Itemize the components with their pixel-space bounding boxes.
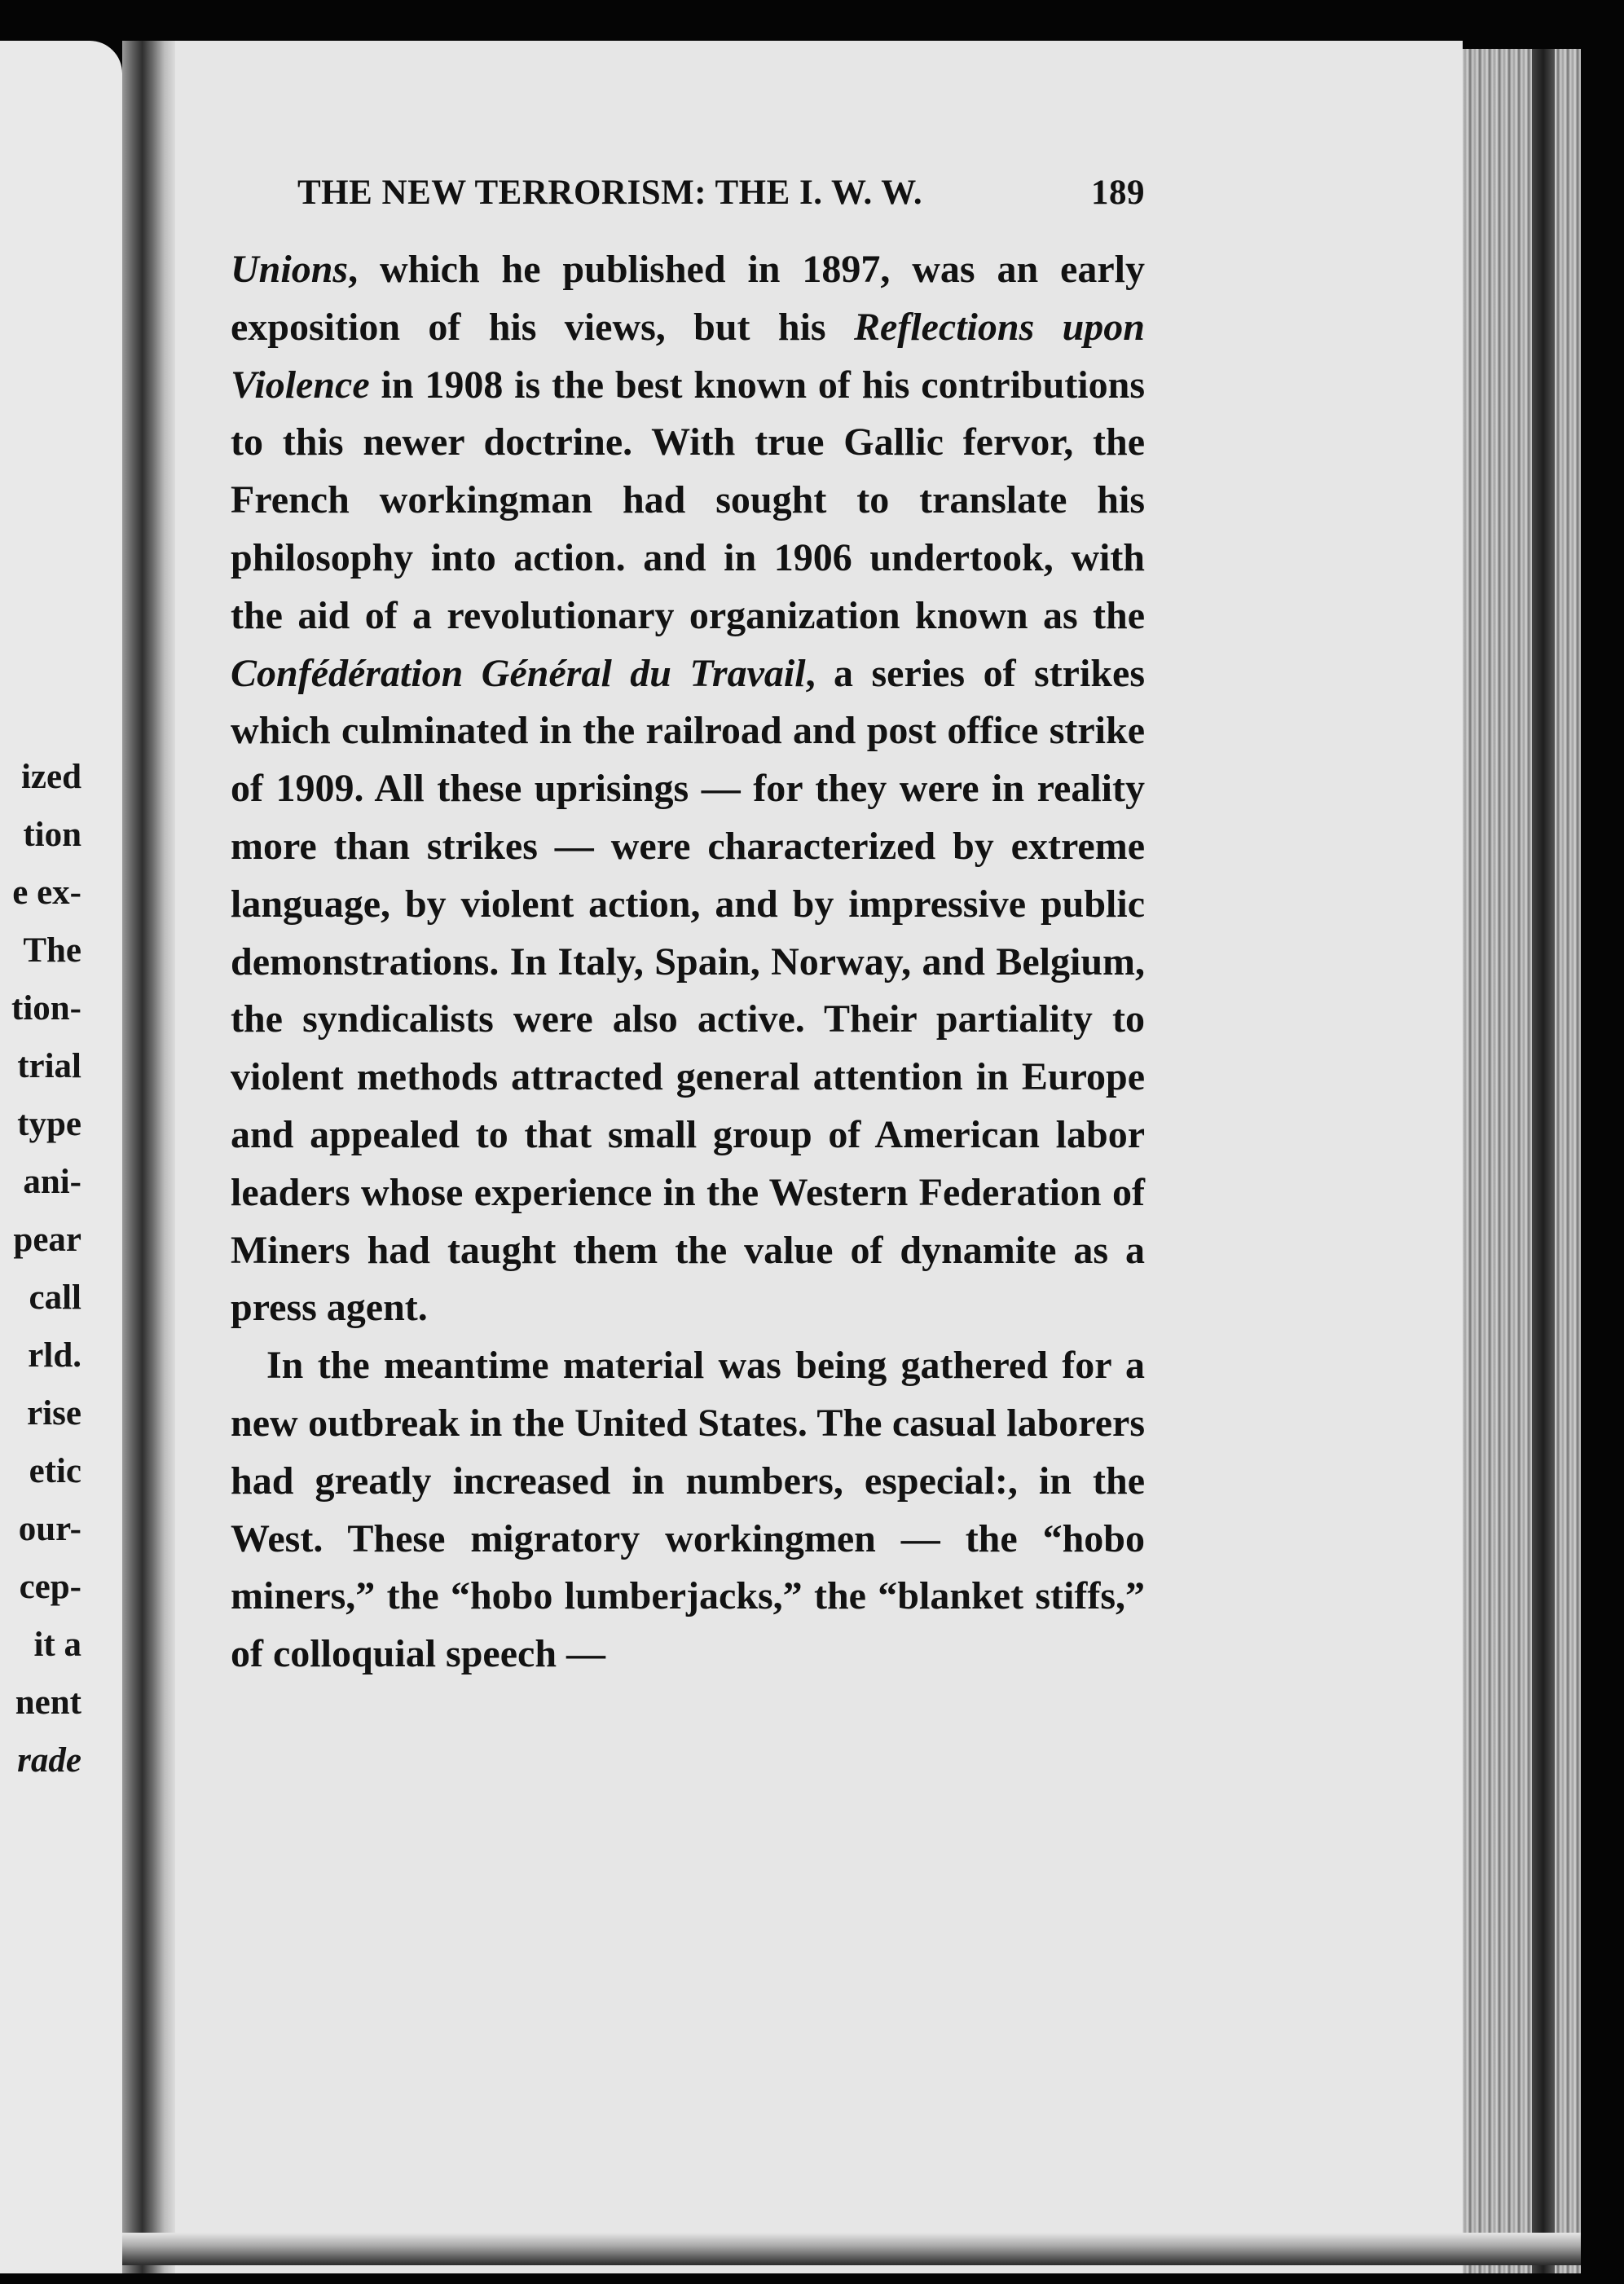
fragment-line: rade bbox=[17, 1741, 81, 1780]
running-head bbox=[297, 173, 1145, 213]
fragment-line: cep- bbox=[19, 1568, 81, 1606]
fragment-line: tion bbox=[23, 816, 81, 854]
fragment-line: nent bbox=[15, 1683, 81, 1722]
fragment-line: tion- bbox=[11, 989, 81, 1028]
fragment-line: it a bbox=[33, 1626, 81, 1664]
fragment-line: type bbox=[17, 1105, 81, 1143]
fragment-line: rld. bbox=[28, 1336, 81, 1375]
fragment-line: ized bbox=[20, 758, 81, 796]
fragment-line: pear bbox=[13, 1221, 81, 1259]
page-fore-edge bbox=[1463, 49, 1581, 2273]
paragraph-text: in 1908 is the best known of his contributions to this newer doctrine. With true Gallic fervor, the French workingman had sought to translate his philosophy into action. and in 1906 undertook, with the aid of a revolutionary organization known as the bbox=[231, 363, 1145, 637]
paragraph-1 bbox=[231, 241, 1145, 1337]
fragment-line: rise bbox=[27, 1394, 81, 1432]
italic-title-confederation: Confédération Général du Travail bbox=[231, 651, 806, 695]
page-bottom-edge bbox=[122, 2233, 1581, 2265]
paragraph-2: In the meantime material was being gathered for a new outbreak in the United States. The casual laborers had greatly increased in numbers, especial:, in the West. These migratory workingmen — the “hobo miners,” the “hobo lumberjacks,” the “blanket stiffs,” of colloquial speech — bbox=[231, 1344, 1145, 1676]
page-fore-edge-shadow bbox=[1532, 49, 1555, 2273]
fragment-line: call bbox=[29, 1278, 81, 1317]
facing-page-text-fragments bbox=[0, 748, 81, 1789]
fragment-line: e ex- bbox=[12, 874, 81, 912]
running-head-title: THE NEW TERRORISM: THE I. W. W. bbox=[297, 174, 923, 212]
book-gutter bbox=[122, 41, 175, 2273]
paragraph-text: , a series of strikes which culminated in the railroad and post office strike of 1909. All these uprisings — for they were in reality more than strikes — were characterized by extreme language, by violent action, and by impressive public demonstrations. In Italy, Spain, Norway, and Belgium, the syndicalists were also active. Their partiality to violent methods attracted general attention in Europe and appealed to that small group of American labor leaders whose experience in the Western Federation of Miners had taught them the value of dynamite as a press agent. bbox=[231, 651, 1145, 1330]
fragment-line: trial bbox=[17, 1047, 81, 1085]
italic-title-unions: Unions bbox=[231, 248, 349, 291]
facing-page-left bbox=[0, 41, 122, 2273]
italic-title-reflections: Reflections upon Violence bbox=[231, 305, 1145, 407]
paragraph-text: , which he published in 1897, was an early exposition of his views, but his bbox=[231, 248, 1145, 349]
fragment-line: ani- bbox=[23, 1163, 81, 1201]
fragment-line: etic bbox=[29, 1452, 81, 1490]
fragment-line: our- bbox=[18, 1510, 81, 1548]
fragment-line: The bbox=[23, 931, 81, 970]
body-text bbox=[231, 241, 1145, 1683]
page-number: 189 bbox=[1091, 174, 1145, 212]
